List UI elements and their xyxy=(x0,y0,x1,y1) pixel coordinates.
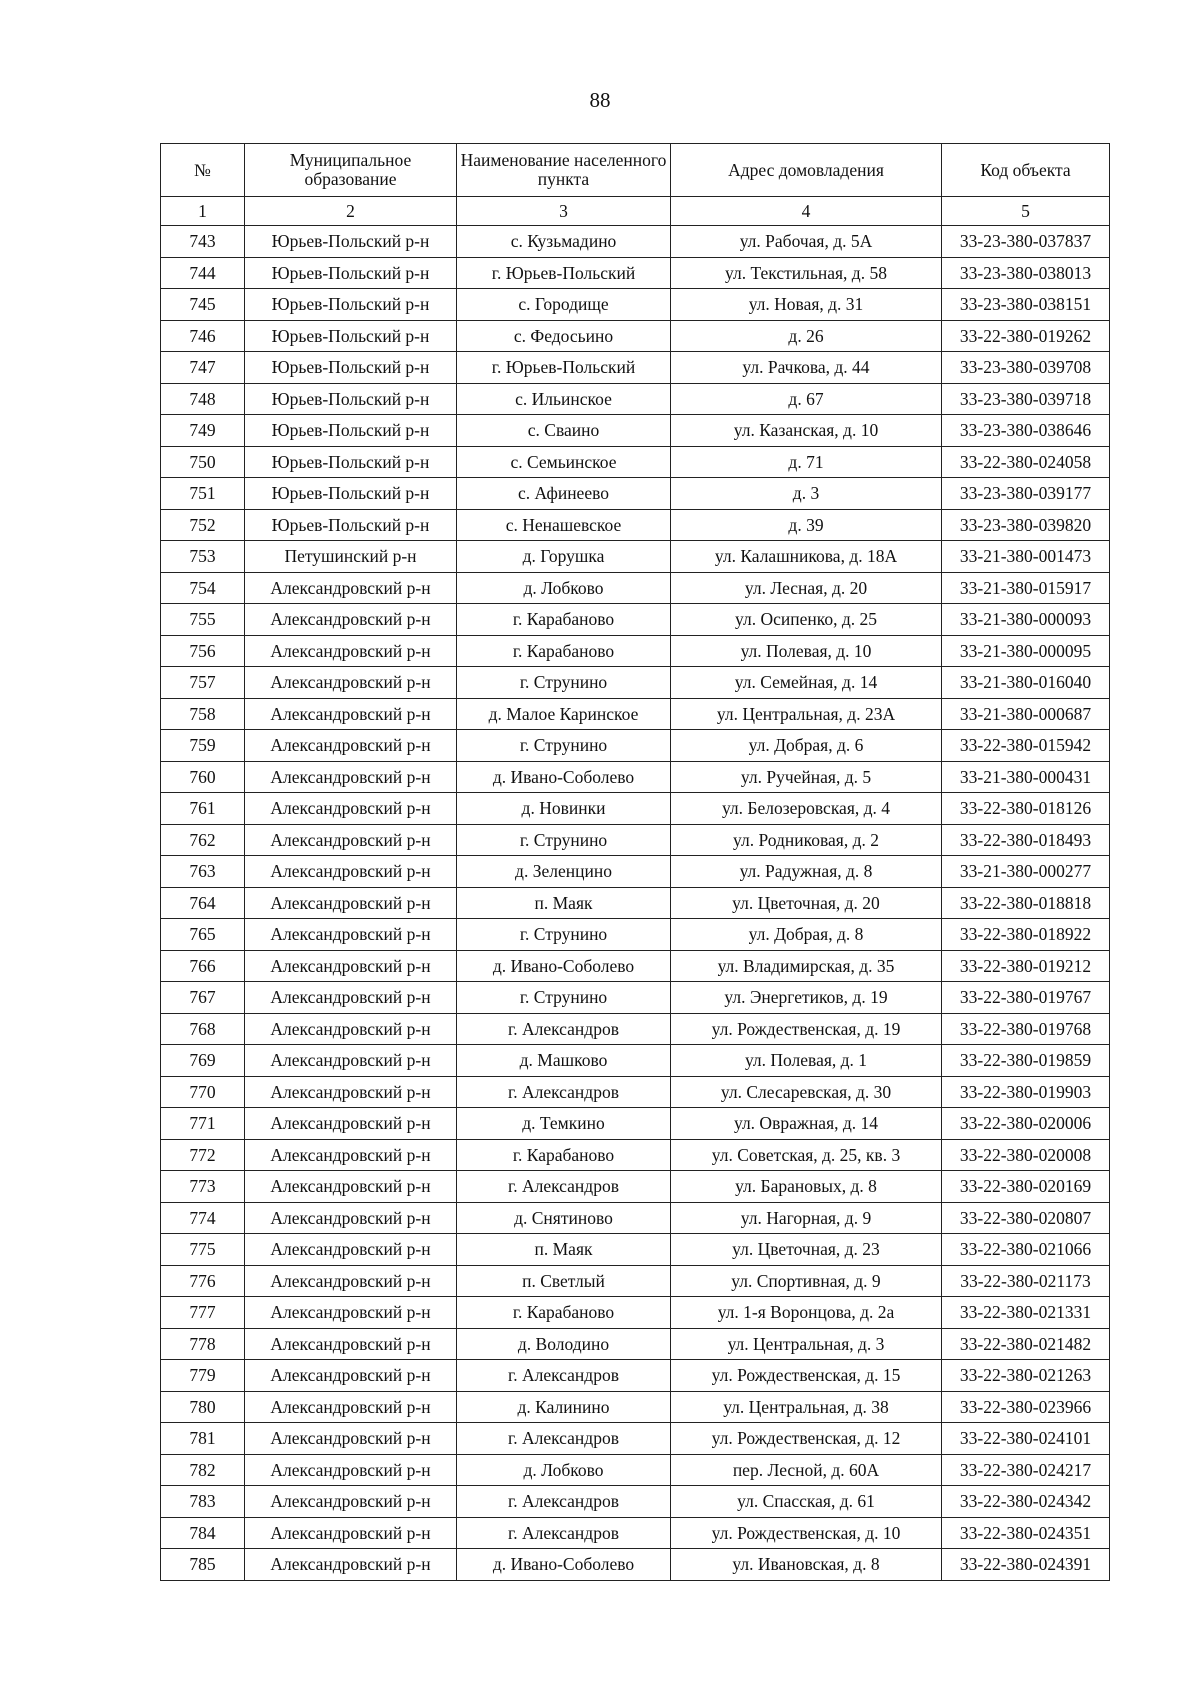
municipality-cell: Александровский р-н xyxy=(245,1045,457,1077)
header-object-code: Код объекта xyxy=(942,144,1110,197)
object-code-cell: 33-21-380-015917 xyxy=(942,572,1110,604)
municipality-cell: Александровский р-н xyxy=(245,761,457,793)
row-number-cell: 762 xyxy=(161,824,245,856)
object-code-cell: 33-22-380-019262 xyxy=(942,320,1110,352)
object-code-cell: 33-22-380-019768 xyxy=(942,1013,1110,1045)
address-cell: д. 67 xyxy=(671,383,942,415)
object-code-cell: 33-22-380-020008 xyxy=(942,1139,1110,1171)
settlement-cell: д. Ивано-Соболево xyxy=(457,1549,671,1581)
municipality-cell: Александровский р-н xyxy=(245,1517,457,1549)
object-code-cell: 33-22-380-018922 xyxy=(942,919,1110,951)
object-code-cell: 33-21-380-001473 xyxy=(942,541,1110,573)
row-number-cell: 758 xyxy=(161,698,245,730)
row-number-cell: 759 xyxy=(161,730,245,762)
object-code-cell: 33-21-380-016040 xyxy=(942,667,1110,699)
table-row xyxy=(161,667,1110,699)
municipality-cell: Александровский р-н xyxy=(245,1391,457,1423)
row-number-cell: 748 xyxy=(161,383,245,415)
table-row xyxy=(161,1171,1110,1203)
table-row xyxy=(161,1360,1110,1392)
row-number-cell: 744 xyxy=(161,257,245,289)
settlement-cell: д. Калинино xyxy=(457,1391,671,1423)
address-cell: д. 26 xyxy=(671,320,942,352)
address-cell: ул. Родниковая, д. 2 xyxy=(671,824,942,856)
row-number-cell: 775 xyxy=(161,1234,245,1266)
object-code-cell: 33-23-380-039820 xyxy=(942,509,1110,541)
row-number-cell: 778 xyxy=(161,1328,245,1360)
address-cell: ул. Владимирская, д. 35 xyxy=(671,950,942,982)
row-number-cell: 746 xyxy=(161,320,245,352)
row-number-cell: 760 xyxy=(161,761,245,793)
object-code-cell: 33-21-380-000093 xyxy=(942,604,1110,636)
table-row xyxy=(161,1391,1110,1423)
row-number-cell: 767 xyxy=(161,982,245,1014)
settlement-cell: г. Александров xyxy=(457,1423,671,1455)
table-header xyxy=(161,144,1110,226)
address-cell: ул. Полевая, д. 1 xyxy=(671,1045,942,1077)
table-row xyxy=(161,257,1110,289)
object-code-cell: 33-22-380-018493 xyxy=(942,824,1110,856)
column-number: 1 xyxy=(161,197,245,226)
row-number-cell: 771 xyxy=(161,1108,245,1140)
row-number-cell: 763 xyxy=(161,856,245,888)
table-row xyxy=(161,541,1110,573)
municipality-cell: Александровский р-н xyxy=(245,1549,457,1581)
table-body xyxy=(161,226,1110,1581)
address-cell: ул. Энергетиков, д. 19 xyxy=(671,982,942,1014)
header-settlement: Наименование населенного пункта xyxy=(457,144,671,197)
object-code-cell: 33-22-380-021331 xyxy=(942,1297,1110,1329)
municipality-cell: Юрьев-Польский р-н xyxy=(245,446,457,478)
object-code-cell: 33-23-380-037837 xyxy=(942,226,1110,258)
object-code-cell: 33-21-380-000687 xyxy=(942,698,1110,730)
row-number-cell: 773 xyxy=(161,1171,245,1203)
table-row xyxy=(161,320,1110,352)
settlement-cell: г. Струнино xyxy=(457,982,671,1014)
settlement-cell: д. Темкино xyxy=(457,1108,671,1140)
municipality-cell: Юрьев-Польский р-н xyxy=(245,257,457,289)
address-cell: ул. Спасская, д. 61 xyxy=(671,1486,942,1518)
table-row xyxy=(161,289,1110,321)
row-number-cell: 743 xyxy=(161,226,245,258)
object-code-cell: 33-22-380-021263 xyxy=(942,1360,1110,1392)
objects-table xyxy=(160,143,1110,1581)
object-code-cell: 33-23-380-038151 xyxy=(942,289,1110,321)
municipality-cell: Александровский р-н xyxy=(245,1171,457,1203)
settlement-cell: г. Александров xyxy=(457,1486,671,1518)
row-number-cell: 757 xyxy=(161,667,245,699)
municipality-cell: Александровский р-н xyxy=(245,1202,457,1234)
object-code-cell: 33-22-380-020006 xyxy=(942,1108,1110,1140)
row-number-cell: 781 xyxy=(161,1423,245,1455)
object-code-cell: 33-22-380-018126 xyxy=(942,793,1110,825)
municipality-cell: Александровский р-н xyxy=(245,793,457,825)
settlement-cell: г. Струнино xyxy=(457,667,671,699)
object-code-cell: 33-23-380-039718 xyxy=(942,383,1110,415)
row-number-cell: 745 xyxy=(161,289,245,321)
object-code-cell: 33-23-380-038013 xyxy=(942,257,1110,289)
settlement-cell: г. Юрьев-Польский xyxy=(457,352,671,384)
address-cell: ул. Лесная, д. 20 xyxy=(671,572,942,604)
object-code-cell: 33-21-380-000431 xyxy=(942,761,1110,793)
object-code-cell: 33-22-380-020169 xyxy=(942,1171,1110,1203)
municipality-cell: Юрьев-Польский р-н xyxy=(245,509,457,541)
column-number-row xyxy=(161,197,1110,226)
address-cell: ул. Центральная, д. 3 xyxy=(671,1328,942,1360)
settlement-cell: г. Карабаново xyxy=(457,1297,671,1329)
address-cell: ул. Ивановская, д. 8 xyxy=(671,1549,942,1581)
table-row xyxy=(161,1328,1110,1360)
settlement-cell: п. Светлый xyxy=(457,1265,671,1297)
address-cell: ул. Новая, д. 31 xyxy=(671,289,942,321)
column-number: 2 xyxy=(245,197,457,226)
address-cell: ул. Нагорная, д. 9 xyxy=(671,1202,942,1234)
municipality-cell: Александровский р-н xyxy=(245,824,457,856)
municipality-cell: Юрьев-Польский р-н xyxy=(245,226,457,258)
address-cell: ул. Полевая, д. 10 xyxy=(671,635,942,667)
settlement-cell: с. Федосьино xyxy=(457,320,671,352)
address-cell: ул. Ручейная, д. 5 xyxy=(671,761,942,793)
settlement-cell: с. Ильинское xyxy=(457,383,671,415)
row-number-cell: 776 xyxy=(161,1265,245,1297)
settlement-cell: д. Новинки xyxy=(457,793,671,825)
object-code-cell: 33-22-380-024342 xyxy=(942,1486,1110,1518)
row-number-cell: 753 xyxy=(161,541,245,573)
address-cell: ул. Барановых, д. 8 xyxy=(671,1171,942,1203)
settlement-cell: д. Снятиново xyxy=(457,1202,671,1234)
municipality-cell: Юрьев-Польский р-н xyxy=(245,289,457,321)
table-row xyxy=(161,919,1110,951)
table-row xyxy=(161,761,1110,793)
object-code-cell: 33-22-380-019903 xyxy=(942,1076,1110,1108)
object-code-cell: 33-23-380-039177 xyxy=(942,478,1110,510)
settlement-cell: д. Лобково xyxy=(457,572,671,604)
municipality-cell: Петушинский р-н xyxy=(245,541,457,573)
settlement-cell: с. Семьинское xyxy=(457,446,671,478)
row-number-cell: 756 xyxy=(161,635,245,667)
table-row xyxy=(161,1139,1110,1171)
settlement-cell: с. Афинеево xyxy=(457,478,671,510)
address-cell: ул. Центральная, д. 23А xyxy=(671,698,942,730)
municipality-cell: Александровский р-н xyxy=(245,572,457,604)
table-row xyxy=(161,856,1110,888)
table-row xyxy=(161,824,1110,856)
municipality-cell: Александровский р-н xyxy=(245,1108,457,1140)
address-cell: ул. Белозеровская, д. 4 xyxy=(671,793,942,825)
settlement-cell: д. Малое Каринское xyxy=(457,698,671,730)
settlement-cell: г. Александров xyxy=(457,1171,671,1203)
address-cell: ул. Казанская, д. 10 xyxy=(671,415,942,447)
municipality-cell: Александровский р-н xyxy=(245,604,457,636)
table-row xyxy=(161,604,1110,636)
table-row xyxy=(161,1486,1110,1518)
address-cell: ул. Цветочная, д. 20 xyxy=(671,887,942,919)
table-row xyxy=(161,982,1110,1014)
row-number-cell: 774 xyxy=(161,1202,245,1234)
object-code-cell: 33-22-380-021066 xyxy=(942,1234,1110,1266)
table-row xyxy=(161,698,1110,730)
settlement-cell: д. Ивано-Соболево xyxy=(457,950,671,982)
municipality-cell: Юрьев-Польский р-н xyxy=(245,383,457,415)
municipality-cell: Александровский р-н xyxy=(245,1234,457,1266)
address-cell: д. 71 xyxy=(671,446,942,478)
header-address: Адрес домовладения xyxy=(671,144,942,197)
row-number-cell: 765 xyxy=(161,919,245,951)
municipality-cell: Александровский р-н xyxy=(245,1139,457,1171)
row-number-cell: 761 xyxy=(161,793,245,825)
object-code-cell: 33-22-380-024101 xyxy=(942,1423,1110,1455)
object-code-cell: 33-23-380-038646 xyxy=(942,415,1110,447)
row-number-cell: 754 xyxy=(161,572,245,604)
address-cell: пер. Лесной, д. 60А xyxy=(671,1454,942,1486)
row-number-cell: 770 xyxy=(161,1076,245,1108)
object-code-cell: 33-22-380-018818 xyxy=(942,887,1110,919)
municipality-cell: Александровский р-н xyxy=(245,919,457,951)
settlement-cell: д. Володино xyxy=(457,1328,671,1360)
settlement-cell: д. Ивано-Соболево xyxy=(457,761,671,793)
table-row xyxy=(161,887,1110,919)
row-number-cell: 780 xyxy=(161,1391,245,1423)
object-code-cell: 33-22-380-023966 xyxy=(942,1391,1110,1423)
table-row xyxy=(161,572,1110,604)
column-number: 4 xyxy=(671,197,942,226)
object-code-cell: 33-22-380-024351 xyxy=(942,1517,1110,1549)
table-row xyxy=(161,383,1110,415)
settlement-cell: п. Маяк xyxy=(457,887,671,919)
settlement-cell: п. Маяк xyxy=(457,1234,671,1266)
object-code-cell: 33-22-380-021482 xyxy=(942,1328,1110,1360)
table-row xyxy=(161,509,1110,541)
row-number-cell: 749 xyxy=(161,415,245,447)
municipality-cell: Александровский р-н xyxy=(245,1265,457,1297)
table-row xyxy=(161,446,1110,478)
settlement-cell: г. Карабаново xyxy=(457,1139,671,1171)
row-number-cell: 772 xyxy=(161,1139,245,1171)
municipality-cell: Юрьев-Польский р-н xyxy=(245,478,457,510)
municipality-cell: Александровский р-н xyxy=(245,950,457,982)
object-code-cell: 33-22-380-024058 xyxy=(942,446,1110,478)
object-code-cell: 33-22-380-019212 xyxy=(942,950,1110,982)
settlement-cell: г. Юрьев-Польский xyxy=(457,257,671,289)
row-number-cell: 766 xyxy=(161,950,245,982)
row-number-cell: 782 xyxy=(161,1454,245,1486)
municipality-cell: Александровский р-н xyxy=(245,856,457,888)
table-row xyxy=(161,635,1110,667)
table-row xyxy=(161,1549,1110,1581)
object-code-cell: 33-21-380-000095 xyxy=(942,635,1110,667)
column-number: 5 xyxy=(942,197,1110,226)
municipality-cell: Александровский р-н xyxy=(245,635,457,667)
settlement-cell: с. Сваино xyxy=(457,415,671,447)
table-row xyxy=(161,478,1110,510)
address-cell: ул. Рождественская, д. 12 xyxy=(671,1423,942,1455)
address-cell: ул. Советская, д. 25, кв. 3 xyxy=(671,1139,942,1171)
object-code-cell: 33-22-380-019767 xyxy=(942,982,1110,1014)
row-number-cell: 777 xyxy=(161,1297,245,1329)
settlement-cell: г. Александров xyxy=(457,1360,671,1392)
table-row xyxy=(161,1076,1110,1108)
municipality-cell: Юрьев-Польский р-н xyxy=(245,415,457,447)
municipality-cell: Александровский р-н xyxy=(245,1076,457,1108)
table-row xyxy=(161,1045,1110,1077)
row-number-cell: 783 xyxy=(161,1486,245,1518)
settlement-cell: г. Александров xyxy=(457,1517,671,1549)
address-cell: ул. Калашникова, д. 18А xyxy=(671,541,942,573)
objects-table-container xyxy=(160,143,1109,1581)
object-code-cell: 33-21-380-000277 xyxy=(942,856,1110,888)
table-row xyxy=(161,1297,1110,1329)
address-cell: ул. Добрая, д. 6 xyxy=(671,730,942,762)
object-code-cell: 33-22-380-019859 xyxy=(942,1045,1110,1077)
address-cell: ул. Рачкова, д. 44 xyxy=(671,352,942,384)
address-cell: ул. Рождественская, д. 19 xyxy=(671,1013,942,1045)
object-code-cell: 33-22-380-021173 xyxy=(942,1265,1110,1297)
table-row xyxy=(161,226,1110,258)
settlement-cell: д. Машково xyxy=(457,1045,671,1077)
object-code-cell: 33-22-380-015942 xyxy=(942,730,1110,762)
municipality-cell: Александровский р-н xyxy=(245,1486,457,1518)
address-cell: ул. Рождественская, д. 15 xyxy=(671,1360,942,1392)
address-cell: ул. Слесаревская, д. 30 xyxy=(671,1076,942,1108)
municipality-cell: Александровский р-н xyxy=(245,1454,457,1486)
object-code-cell: 33-23-380-039708 xyxy=(942,352,1110,384)
settlement-cell: с. Городище xyxy=(457,289,671,321)
row-number-cell: 747 xyxy=(161,352,245,384)
address-cell: ул. Рождественская, д. 10 xyxy=(671,1517,942,1549)
settlement-cell: г. Струнино xyxy=(457,730,671,762)
header-number: № xyxy=(161,144,245,197)
address-cell: ул. Спортивная, д. 9 xyxy=(671,1265,942,1297)
municipality-cell: Александровский р-н xyxy=(245,667,457,699)
municipality-cell: Александровский р-н xyxy=(245,887,457,919)
address-cell: ул. Осипенко, д. 25 xyxy=(671,604,942,636)
table-row xyxy=(161,1202,1110,1234)
table-row xyxy=(161,1454,1110,1486)
settlement-cell: с. Кузьмадино xyxy=(457,226,671,258)
row-number-cell: 764 xyxy=(161,887,245,919)
settlement-cell: г. Карабаново xyxy=(457,635,671,667)
address-cell: д. 39 xyxy=(671,509,942,541)
address-cell: ул. Цветочная, д. 23 xyxy=(671,1234,942,1266)
municipality-cell: Юрьев-Польский р-н xyxy=(245,320,457,352)
address-cell: ул. Радужная, д. 8 xyxy=(671,856,942,888)
header-row xyxy=(161,144,1110,197)
municipality-cell: Александровский р-н xyxy=(245,982,457,1014)
row-number-cell: 755 xyxy=(161,604,245,636)
page-number: 88 xyxy=(589,88,611,112)
settlement-cell: д. Зеленцино xyxy=(457,856,671,888)
municipality-cell: Юрьев-Польский р-н xyxy=(245,352,457,384)
address-cell: ул. Центральная, д. 38 xyxy=(671,1391,942,1423)
row-number-cell: 750 xyxy=(161,446,245,478)
row-number-cell: 752 xyxy=(161,509,245,541)
address-cell: д. 3 xyxy=(671,478,942,510)
settlement-cell: г. Струнино xyxy=(457,824,671,856)
row-number-cell: 784 xyxy=(161,1517,245,1549)
settlement-cell: с. Ненашевское xyxy=(457,509,671,541)
row-number-cell: 785 xyxy=(161,1549,245,1581)
object-code-cell: 33-22-380-024391 xyxy=(942,1549,1110,1581)
table-row xyxy=(161,415,1110,447)
table-row xyxy=(161,1517,1110,1549)
settlement-cell: г. Александров xyxy=(457,1013,671,1045)
settlement-cell: г. Александров xyxy=(457,1076,671,1108)
address-cell: ул. Овражная, д. 14 xyxy=(671,1108,942,1140)
table-row xyxy=(161,1234,1110,1266)
row-number-cell: 751 xyxy=(161,478,245,510)
table-row xyxy=(161,730,1110,762)
address-cell: ул. 1-я Воронцова, д. 2а xyxy=(671,1297,942,1329)
address-cell: ул. Текстильная, д. 58 xyxy=(671,257,942,289)
settlement-cell: д. Горушка xyxy=(457,541,671,573)
table-row xyxy=(161,1423,1110,1455)
row-number-cell: 768 xyxy=(161,1013,245,1045)
object-code-cell: 33-22-380-024217 xyxy=(942,1454,1110,1486)
municipality-cell: Александровский р-н xyxy=(245,698,457,730)
object-code-cell: 33-22-380-020807 xyxy=(942,1202,1110,1234)
address-cell: ул. Семейная, д. 14 xyxy=(671,667,942,699)
settlement-cell: г. Струнино xyxy=(457,919,671,951)
settlement-cell: д. Лобково xyxy=(457,1454,671,1486)
table-row xyxy=(161,352,1110,384)
municipality-cell: Александровский р-н xyxy=(245,730,457,762)
municipality-cell: Александровский р-н xyxy=(245,1297,457,1329)
municipality-cell: Александровский р-н xyxy=(245,1013,457,1045)
address-cell: ул. Рабочая, д. 5А xyxy=(671,226,942,258)
municipality-cell: Александровский р-н xyxy=(245,1328,457,1360)
column-number: 3 xyxy=(457,197,671,226)
row-number-cell: 769 xyxy=(161,1045,245,1077)
table-row xyxy=(161,1013,1110,1045)
table-row xyxy=(161,793,1110,825)
municipality-cell: Александровский р-н xyxy=(245,1423,457,1455)
table-row xyxy=(161,950,1110,982)
header-municipality: Муниципальное образование xyxy=(245,144,457,197)
table-row xyxy=(161,1265,1110,1297)
settlement-cell: г. Карабаново xyxy=(457,604,671,636)
table-row xyxy=(161,1108,1110,1140)
municipality-cell: Александровский р-н xyxy=(245,1360,457,1392)
address-cell: ул. Добрая, д. 8 xyxy=(671,919,942,951)
row-number-cell: 779 xyxy=(161,1360,245,1392)
